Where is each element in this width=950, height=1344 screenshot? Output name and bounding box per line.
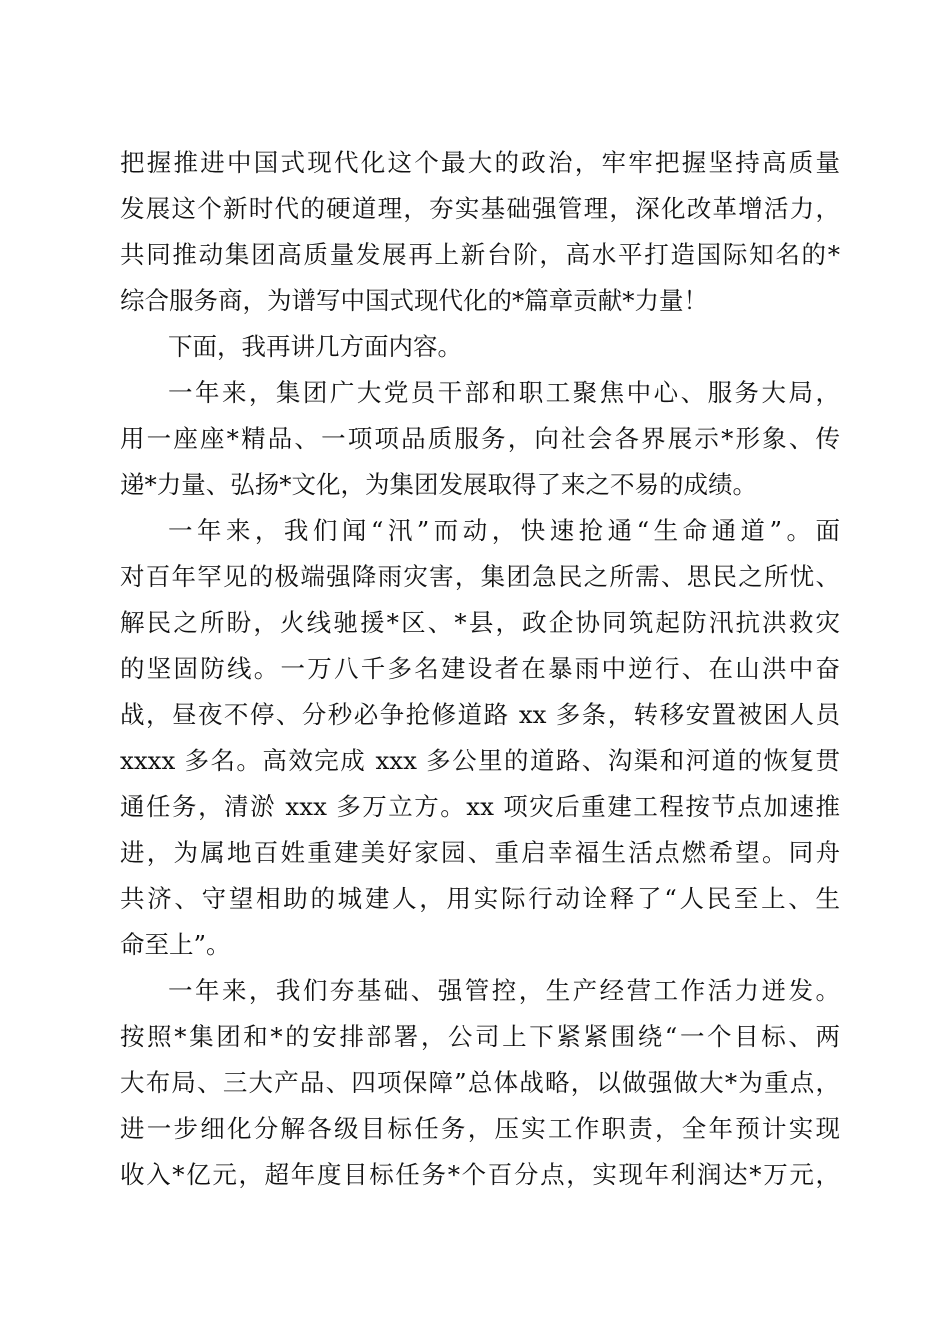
text-line: 命至上”。	[120, 930, 231, 959]
text-line: 对百年罕见的极端强降雨灾害，集团急民之所需、思民之所忧、	[120, 562, 840, 591]
text-line: 进，为属地百姓重建美好家园、重启幸福生活点燃希望。同舟	[120, 838, 840, 867]
text-line: 解民之所盼，火线驰援*区、*县，政企协同筑起防汛抗洪救灾	[120, 608, 840, 637]
text-line: 综合服务商，为谱写中国式现代化的*篇章贡献*力量！	[120, 286, 708, 315]
text-line: 战，昼夜不停、分秒必争抢修道路 xx 多条，转移安置被困人员	[120, 700, 840, 729]
text-line: 共同推动集团高质量发展再上新台阶，高水平打造国际知名的*	[120, 240, 840, 269]
text-line: 一年来，集团广大党员干部和职工聚焦中心、服务大局，	[168, 378, 840, 407]
text-line: 用一座座*精品、一项项品质服务，向社会各界展示*形象、传	[120, 424, 840, 453]
text-line: 按照*集团和*的安排部署，公司上下紧紧围绕“一个目标、两	[120, 1022, 840, 1051]
text-line: 把握推进中国式现代化这个最大的政治，牢牢把握坚持高质量	[120, 148, 840, 177]
text-line: 进一步细化分解各级目标任务，压实工作职责，全年预计实现	[120, 1114, 840, 1143]
text-line: 大布局、三大产品、四项保障”总体战略，以做强做大*为重点，	[120, 1068, 840, 1097]
text-line: xxxx 多名。高效完成 xxx 多公里的道路、沟渠和河道的恢复贯	[120, 746, 840, 775]
text-line: 发展这个新时代的硬道理，夯实基础强管理，深化改革增活力，	[120, 194, 840, 223]
text-line: 通任务，清淤 xxx 多万立方。xx 项灾后重建工程按节点加速推	[120, 792, 840, 821]
text-line: 一年来，我们闻“汛”而动，快速抢通“生命通道”。面	[168, 516, 840, 545]
text-line: 的坚固防线。一万八千多名建设者在暴雨中逆行、在山洪中奋	[120, 654, 840, 683]
text-line: 收入*亿元，超年度目标任务*个百分点，实现年利润达*万元，	[120, 1160, 840, 1189]
text-line: 递*力量、弘扬*文化，为集团发展取得了来之不易的成绩。	[120, 470, 757, 499]
text-line: 共济、守望相助的城建人，用实际行动诠释了“人民至上、生	[120, 884, 840, 913]
text-line: 一年来，我们夯基础、强管控，生产经营工作活力迸发。	[168, 976, 840, 1005]
text-line: 下面，我再讲几方面内容。	[168, 332, 462, 361]
